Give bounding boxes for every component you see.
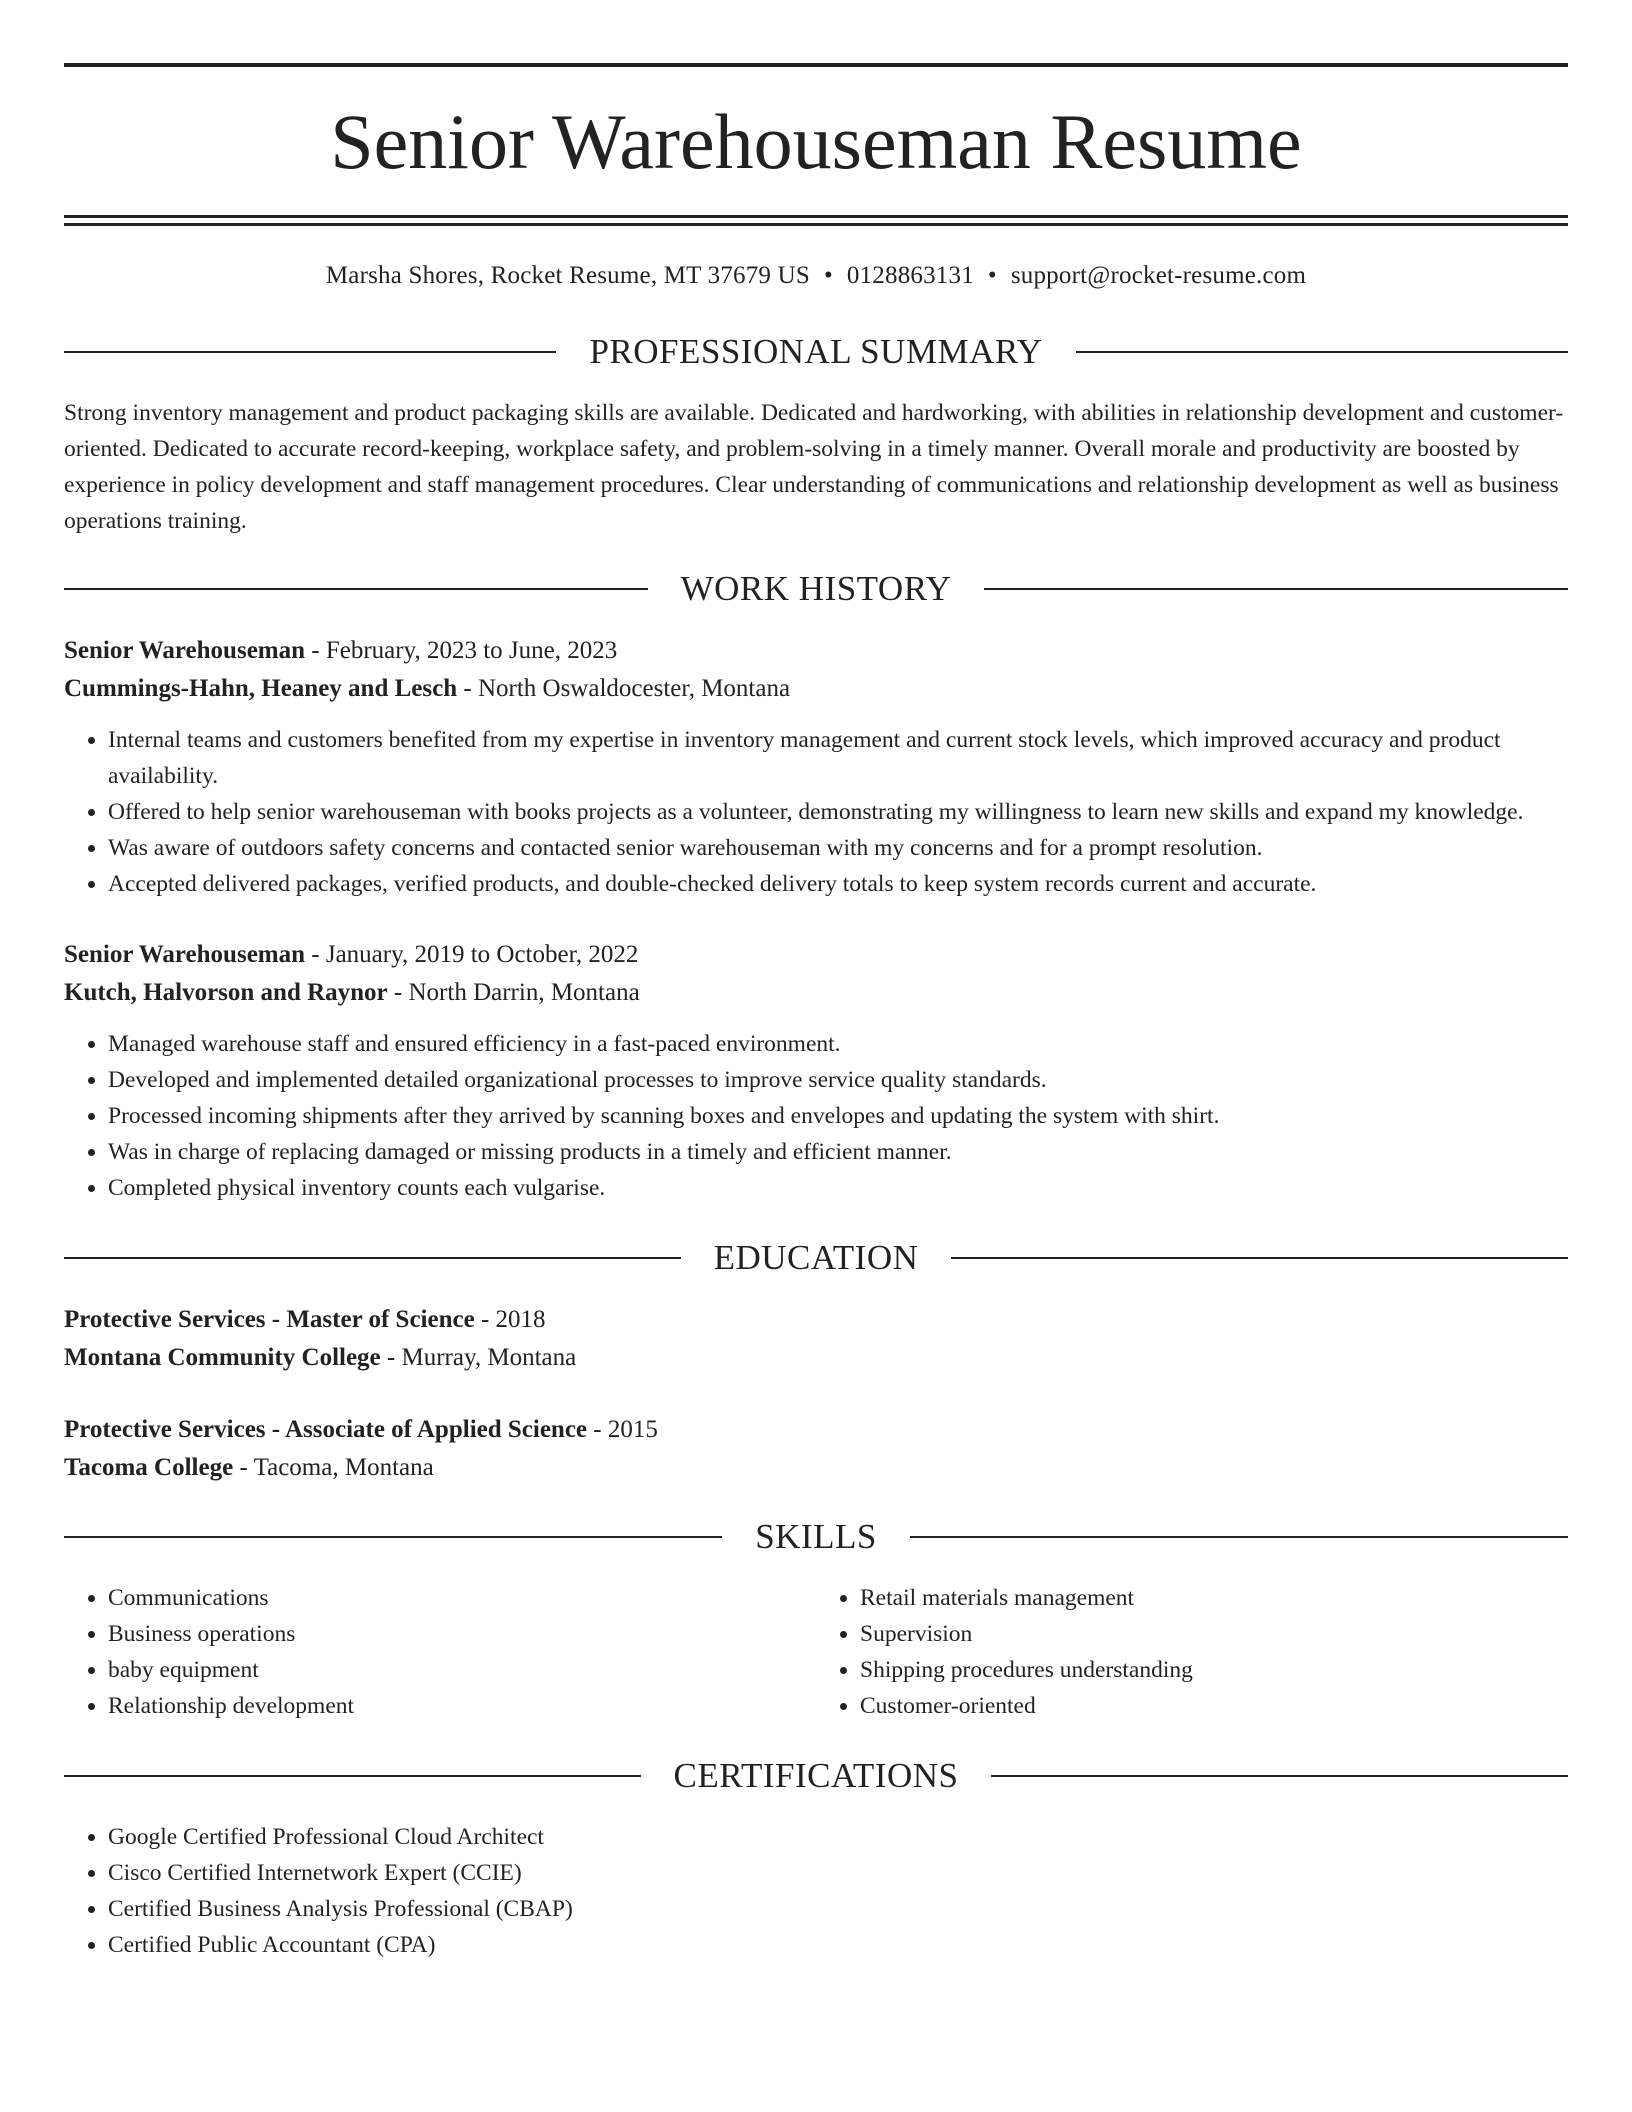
education-year: - 2015	[587, 1416, 658, 1443]
education-list	[64, 1301, 1568, 1487]
contact-address: Marsha Shores, Rocket Resume, MT 37679 US	[325, 262, 810, 289]
job-entry	[64, 632, 1568, 902]
education-location: - Murray, Montana	[380, 1344, 577, 1371]
education-entry	[64, 1411, 1568, 1487]
job-company: Cummings-Hahn, Heaney and Lesch	[64, 675, 458, 702]
top-rule	[64, 63, 1568, 67]
section-rule	[64, 1775, 641, 1777]
education-degree-line	[64, 1301, 1568, 1339]
section-rule	[1076, 351, 1568, 353]
certification-item: • Certified Business Analysis Professional (CBAP)	[108, 1891, 1568, 1927]
certification-item: • Cisco Certified Internetwork Expert (CCIE)	[108, 1855, 1568, 1891]
certification-item: • Certified Public Accountant (CPA)	[108, 1927, 1568, 1963]
job-title: Senior Warehouseman	[64, 637, 306, 664]
skills-list-left	[64, 1580, 816, 1724]
section-header-certifications	[64, 1758, 1568, 1793]
job-company-line	[64, 670, 1568, 708]
contact-separator: •	[987, 262, 997, 289]
section-rule	[910, 1536, 1568, 1538]
education-school-line	[64, 1339, 1568, 1377]
skill-item: • Supervision	[860, 1616, 1568, 1652]
job-title-line	[64, 936, 1568, 974]
education-year: - 2018	[474, 1306, 546, 1333]
section-header-summary	[64, 334, 1568, 369]
job-title: Senior Warehouseman	[64, 941, 306, 968]
education-school-line	[64, 1449, 1568, 1487]
education-school: Tacoma College	[64, 1454, 234, 1481]
contact-separator: •	[823, 262, 833, 289]
job-bullet: • Was in charge of replacing damaged or missing products in a timely and efficient manner.	[108, 1134, 1568, 1170]
job-bullet: • Completed physical inventory counts each vulgarise.	[108, 1170, 1568, 1206]
education-location: - Tacoma, Montana	[233, 1454, 434, 1481]
job-bullet: • Offered to help senior warehouseman with books projects as a volunteer, demonstrating my willingness to learn new skills and expand my knowledge.	[108, 794, 1568, 830]
section-title-work: WORK HISTORY	[680, 569, 952, 608]
certifications-list	[64, 1819, 1568, 1963]
education-degree: Protective Services - Associate of Applied Science	[64, 1416, 588, 1443]
resume-title: Senior Warehouseman Resume	[330, 98, 1302, 185]
job-title-line	[64, 632, 1568, 670]
job-bullet: • Processed incoming shipments after they arrived by scanning boxes and envelopes and updating the system with shirt.	[108, 1098, 1568, 1134]
education-entry	[64, 1301, 1568, 1377]
section-rule	[951, 1257, 1568, 1259]
job-dates: - January, 2019 to October, 2022	[305, 941, 639, 968]
education-degree-line	[64, 1411, 1568, 1449]
job-location: - North Darrin, Montana	[387, 979, 640, 1006]
section-header-education	[64, 1240, 1568, 1275]
section-rule	[64, 351, 556, 353]
skills-list-right	[816, 1580, 1568, 1724]
skill-item: • Customer-oriented	[860, 1688, 1568, 1724]
skill-item: • Shipping procedures understanding	[860, 1652, 1568, 1688]
job-bullet: • Was aware of outdoors safety concerns and contacted senior warehouseman with my concerns and for a prompt resolution.	[108, 830, 1568, 866]
skills-columns	[64, 1580, 1568, 1724]
job-bullets	[64, 722, 1568, 902]
job-entry	[64, 936, 1568, 1206]
skill-item: • Business operations	[108, 1616, 816, 1652]
section-title-summary: PROFESSIONAL SUMMARY	[589, 332, 1043, 371]
skill-item: • baby equipment	[108, 1652, 816, 1688]
contact-phone: 0128863131	[846, 262, 974, 289]
job-company: Kutch, Halvorson and Raynor	[64, 979, 388, 1006]
education-school: Montana Community College	[64, 1344, 381, 1371]
job-bullet: • Managed warehouse staff and ensured efficiency in a fast-paced environment.	[108, 1026, 1568, 1062]
section-rule	[991, 1775, 1568, 1777]
skill-item: • Relationship development	[108, 1688, 816, 1724]
job-bullets	[64, 1026, 1568, 1206]
section-rule	[984, 588, 1568, 590]
summary-text: Strong inventory management and product packaging skills are available. Dedicated and hardworking, with abilities in relationship development and customer-oriented. Dedicated to accurate record-keeping, workplace safety, and problem-solving in a timely manner. Overall morale and productivity are boosted by experience in policy development and staff management procedures. Clear understanding of communications and relationship development as well as business operations training.	[64, 400, 1564, 534]
job-bullet: • Accepted delivered packages, verified products, and double-checked delivery totals to keep system records current and accurate.	[108, 866, 1568, 902]
skill-item: • Retail materials management	[860, 1580, 1568, 1616]
education-degree: Protective Services - Master of Science	[64, 1306, 475, 1333]
contact-line	[64, 262, 1568, 290]
section-rule	[64, 1257, 681, 1259]
work-history	[64, 632, 1568, 1206]
job-company-line	[64, 974, 1568, 1012]
resume-page	[64, 0, 1568, 1963]
job-location: - North Oswaldocester, Montana	[457, 675, 791, 702]
section-title-education: EDUCATION	[713, 1238, 919, 1277]
section-header-work	[64, 571, 1568, 606]
section-title-skills: SKILLS	[755, 1517, 877, 1556]
job-dates: - February, 2023 to June, 2023	[305, 637, 618, 664]
skill-item: • Communications	[108, 1580, 816, 1616]
section-title-certifications: CERTIFICATIONS	[673, 1756, 959, 1795]
section-rule	[64, 1536, 722, 1538]
contact-email: support@rocket-resume.com	[1010, 262, 1307, 289]
title-double-rule	[64, 215, 1568, 226]
job-bullet: • Developed and implemented detailed organizational processes to improve service quality standards.	[108, 1062, 1568, 1098]
section-rule	[64, 588, 648, 590]
certification-item: • Google Certified Professional Cloud Architect	[108, 1819, 1568, 1855]
section-header-skills	[64, 1519, 1568, 1554]
job-bullet: • Internal teams and customers benefited from my expertise in inventory management and current stock levels, which improved accuracy and product availability.	[108, 722, 1568, 794]
